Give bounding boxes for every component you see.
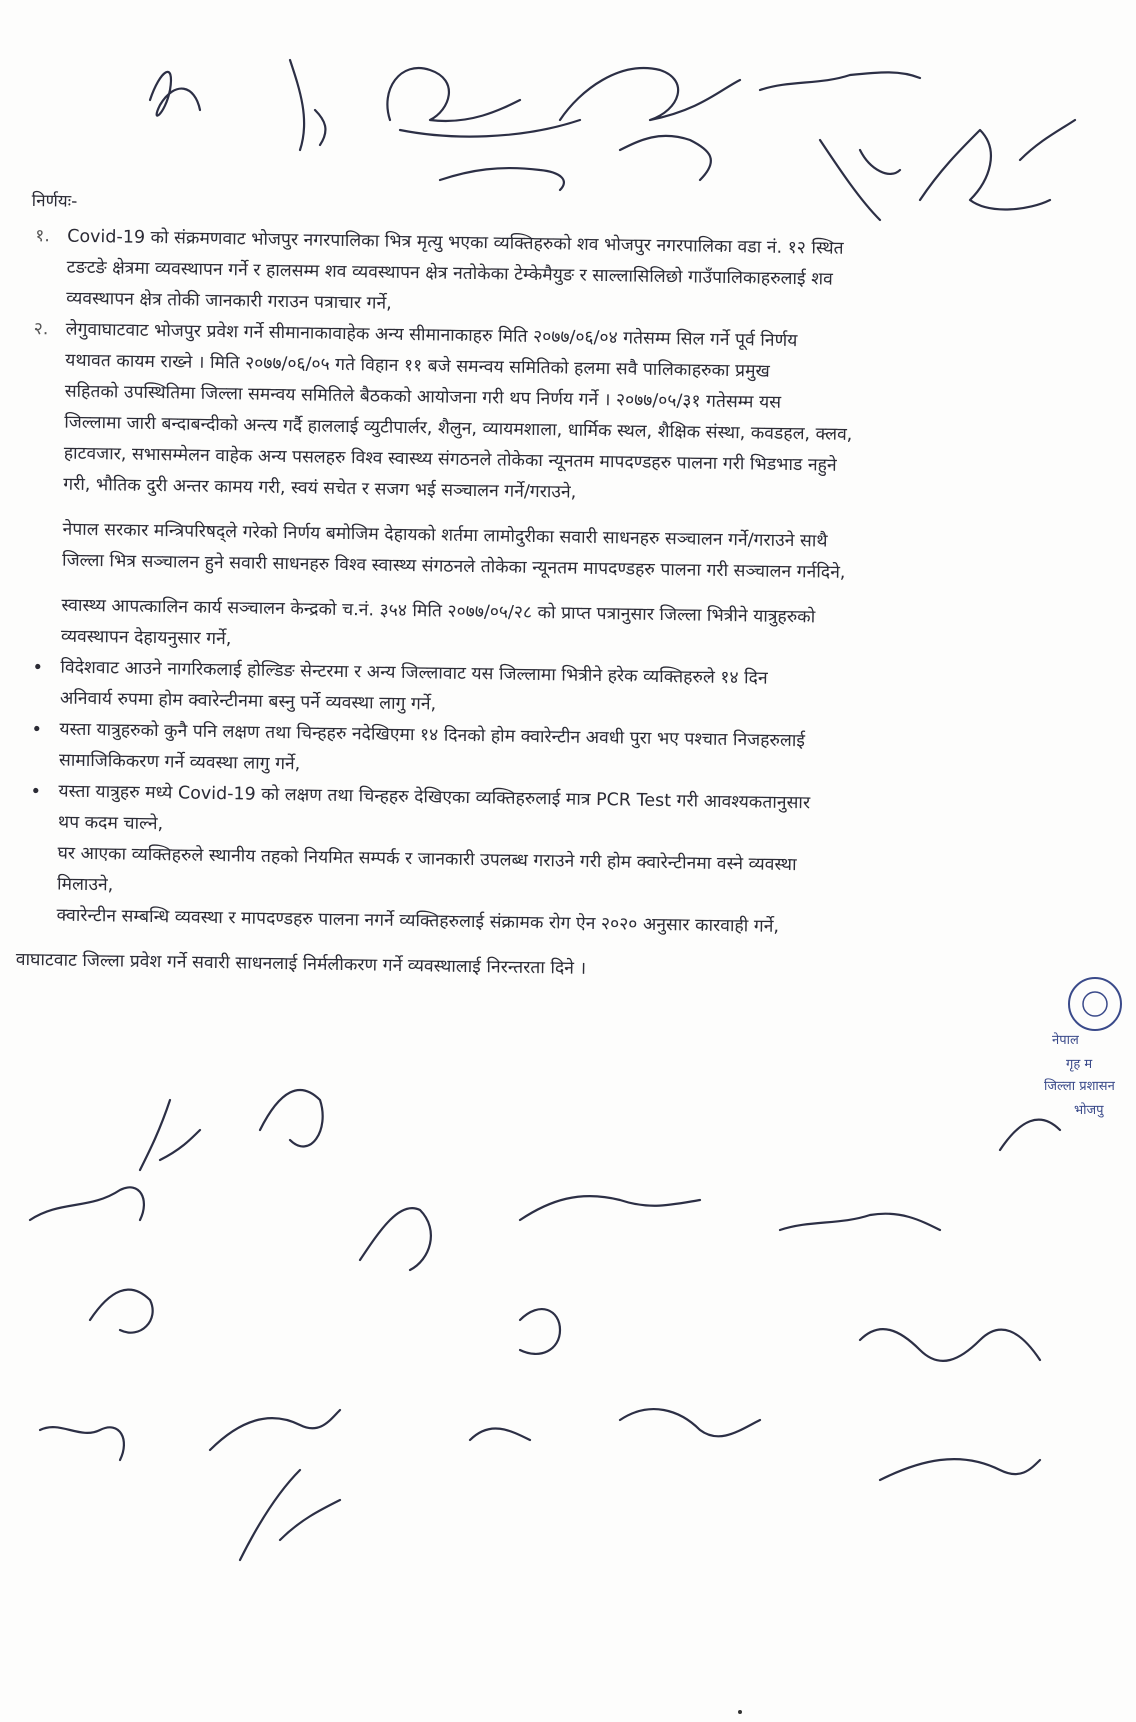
text-line: हाटवजार, सभासम्मेलन वाहेक अन्य पसलहरु विश्व स्वास्थ्य संगठनले तोकेका न्यूनतम मापदण्डहरु पालना गरी भिडभाड नहुने bbox=[63, 443, 837, 476]
text-line: यस्ता यात्रुहरुको कुनै पनि लक्षण तथा चिन्हहरु नदेखिएमा १४ दिनको होम क्वारेन्टीन अवधी पुरा भए पश्चात निजहरुलाई bbox=[59, 719, 806, 752]
text-line: यथावत कायम राख्ने । मिति २०७७/०६/०५ गते विहान ११ बजे समन्वय समितिको हलमा सवै पालिकाहरुका प्रमुख bbox=[65, 350, 770, 382]
text-line: क्वारेन्टीन सम्बन्धि व्यवस्था र मापदण्डहरु पालना नगर्ने व्यक्तिहरुलाई संक्रामक रोग ऐन २०२० अनुसार कारवाही गर्ने, bbox=[56, 905, 780, 937]
signature bbox=[780, 1214, 940, 1230]
stamp-emblem-icon bbox=[1060, 974, 1130, 1034]
signature bbox=[470, 1428, 530, 1440]
signature bbox=[30, 1187, 144, 1220]
paragraph-home-quarantine bbox=[16, 838, 1057, 947]
decision-heading: निर्णयः- bbox=[31, 191, 78, 212]
text-line: व्यवस्थापन देहायनुसार गर्ने, bbox=[60, 626, 232, 650]
signature bbox=[140, 1100, 200, 1170]
text-line: लेगुवाघाटवाट भोजपुर प्रवेश गर्ने सीमानाकावाहेक अन्य सीमानाकाहरु मिति २०७७/०६/०४ गतेसम्म सिल गर्ने पूर्व निर्णय bbox=[65, 319, 798, 352]
signature bbox=[387, 68, 580, 137]
ink-dot bbox=[738, 1710, 742, 1714]
text-line: यस्ता यात्रुहरु मध्ये Covid-19 को लक्षण तथा चिन्हहरु देखिएका व्यक्तिहरुलाई मात्र PCR Test गरी आवश्यकतानुसार bbox=[58, 781, 811, 814]
document-body bbox=[16, 186, 1068, 992]
stamp-line: भोजपु bbox=[1074, 1103, 1104, 1118]
bullet-icon: • bbox=[31, 719, 43, 741]
signature bbox=[920, 130, 1050, 209]
text-line: थप कदम चाल्ने, bbox=[57, 812, 164, 835]
signature bbox=[240, 1470, 340, 1560]
text-line: सामाजिकिकरण गर्ने व्यवस्था लागु गर्ने, bbox=[58, 750, 301, 775]
signature bbox=[1020, 120, 1075, 160]
decision-item-1 bbox=[26, 221, 1067, 330]
signature bbox=[440, 168, 564, 190]
signature bbox=[880, 1459, 1040, 1480]
decision-item-2 bbox=[23, 314, 1066, 516]
signature bbox=[150, 72, 200, 116]
office-stamp bbox=[1044, 974, 1136, 1144]
text-line: वाघाटवाट जिल्ला प्रवेश गर्ने सवारी साधनलाई निर्मलीकरण गर्ने व्यवस्थालाई निरन्तरता दिने । bbox=[15, 949, 587, 979]
text-line: जिल्ला भित्र सञ्चालन हुने सवारी साधनहरु विश्व स्वास्थ्य संगठनले तोकेका न्यूनतम मापदण्डहरु पालना गरी सञ्चालन गर्नदिने, bbox=[61, 550, 846, 583]
item-number: २. bbox=[33, 319, 49, 340]
item-number: १. bbox=[35, 226, 51, 247]
stamp-line: गृह म bbox=[1066, 1057, 1093, 1072]
text-line: जिल्लामा जारी बन्दाबन्दीको अन्त्य गर्दै हाललाई व्युटीपार्लर, शैलुन, व्यायमशाला, धार्मिक स्थल, शैक्षिक संस्था, कवडहल, क्लव, bbox=[64, 412, 853, 445]
signature bbox=[90, 1290, 153, 1333]
signature bbox=[40, 1427, 124, 1460]
signature bbox=[360, 1208, 431, 1270]
signature bbox=[210, 1410, 340, 1450]
signature bbox=[620, 1409, 760, 1436]
signature bbox=[560, 68, 740, 120]
signature bbox=[520, 1196, 700, 1220]
text-line: Covid-19 को संक्रमणवाट भोजपुर नगरपालिका भित्र मृत्यु भएका व्यक्तिहरुको शव भोजपुर नगरपालिका वडा नं. १२ स्थित bbox=[67, 226, 844, 259]
stamp-line: जिल्ला प्रशासन bbox=[1044, 1079, 1115, 1094]
text-line: स्वास्थ्य आपत्कालिन कार्य सञ्चालन केन्द्रको च.नं. ३५४ मिति २०७७/०५/२८ को प्राप्त पत्रानुसार जिल्ला भित्रीने यात्रुहरुको bbox=[61, 595, 816, 628]
text-line: व्यवस्थापन क्षेत्र तोकी जानकारी गराउन पत्राचार गर्ने, bbox=[66, 288, 392, 314]
signature bbox=[760, 72, 920, 90]
signature bbox=[620, 136, 711, 180]
text-line: घर आएका व्यक्तिहरुले स्थानीय तहको नियमित सम्पर्क र जानकारी उपलब्ध गराउने गरी होम क्वारेन्टीनमा वस्ने व्यवस्था bbox=[57, 843, 797, 876]
text-line: टङटङे क्षेत्रमा व्यवस्थापन गर्ने र हालसम्म शव व्यवस्थापन क्षेत्र नतोकेका टेम्केमैयुङ र साल्लासिलिछो गाउँपालिकाहरुलाई शव bbox=[66, 257, 833, 290]
text-line: मिलाउने, bbox=[56, 874, 114, 896]
text-line: गरी, भौतिक दुरी अन्तर कामय गरी, स्वयं सचेत र सजग भई सञ्चालन गर्ने/गराउने, bbox=[63, 474, 577, 503]
text-line: विदेशवाट आउने नागरिकलाई होल्डिङ सेन्टरमा र अन्य जिल्लावाट यस जिल्लामा भित्रीने हरेक व्यक्तिहरुले १४ दिन bbox=[60, 657, 768, 689]
signature bbox=[260, 1090, 323, 1146]
bullet-icon: • bbox=[30, 781, 42, 803]
text-line: नेपाल सरकार मन्त्रिपरिषद्ले गरेको निर्णय बमोजिम देहायको शर्तमा लामोदुरीका सवारी साधनहरु सञ्चालन गर्ने/गराउने साथै bbox=[62, 519, 828, 552]
signature bbox=[860, 1329, 1040, 1361]
signature bbox=[520, 1309, 560, 1354]
text-line: अनिवार्य रुपमा होम क्वारेन्टीनमा बस्नु पर्ने व्यवस्था लागु गर्ने, bbox=[59, 688, 437, 715]
text-line: सहितको उपस्थितिमा जिल्ला समन्वय समितिले बैठकको आयोजना गरी थप निर्णय गर्ने । २०७७/०५/३१ गतेसम्म यस bbox=[64, 381, 782, 413]
stamp-line: नेपाल bbox=[1052, 1033, 1079, 1048]
signature bbox=[290, 60, 325, 150]
bullet-icon: • bbox=[32, 657, 44, 679]
